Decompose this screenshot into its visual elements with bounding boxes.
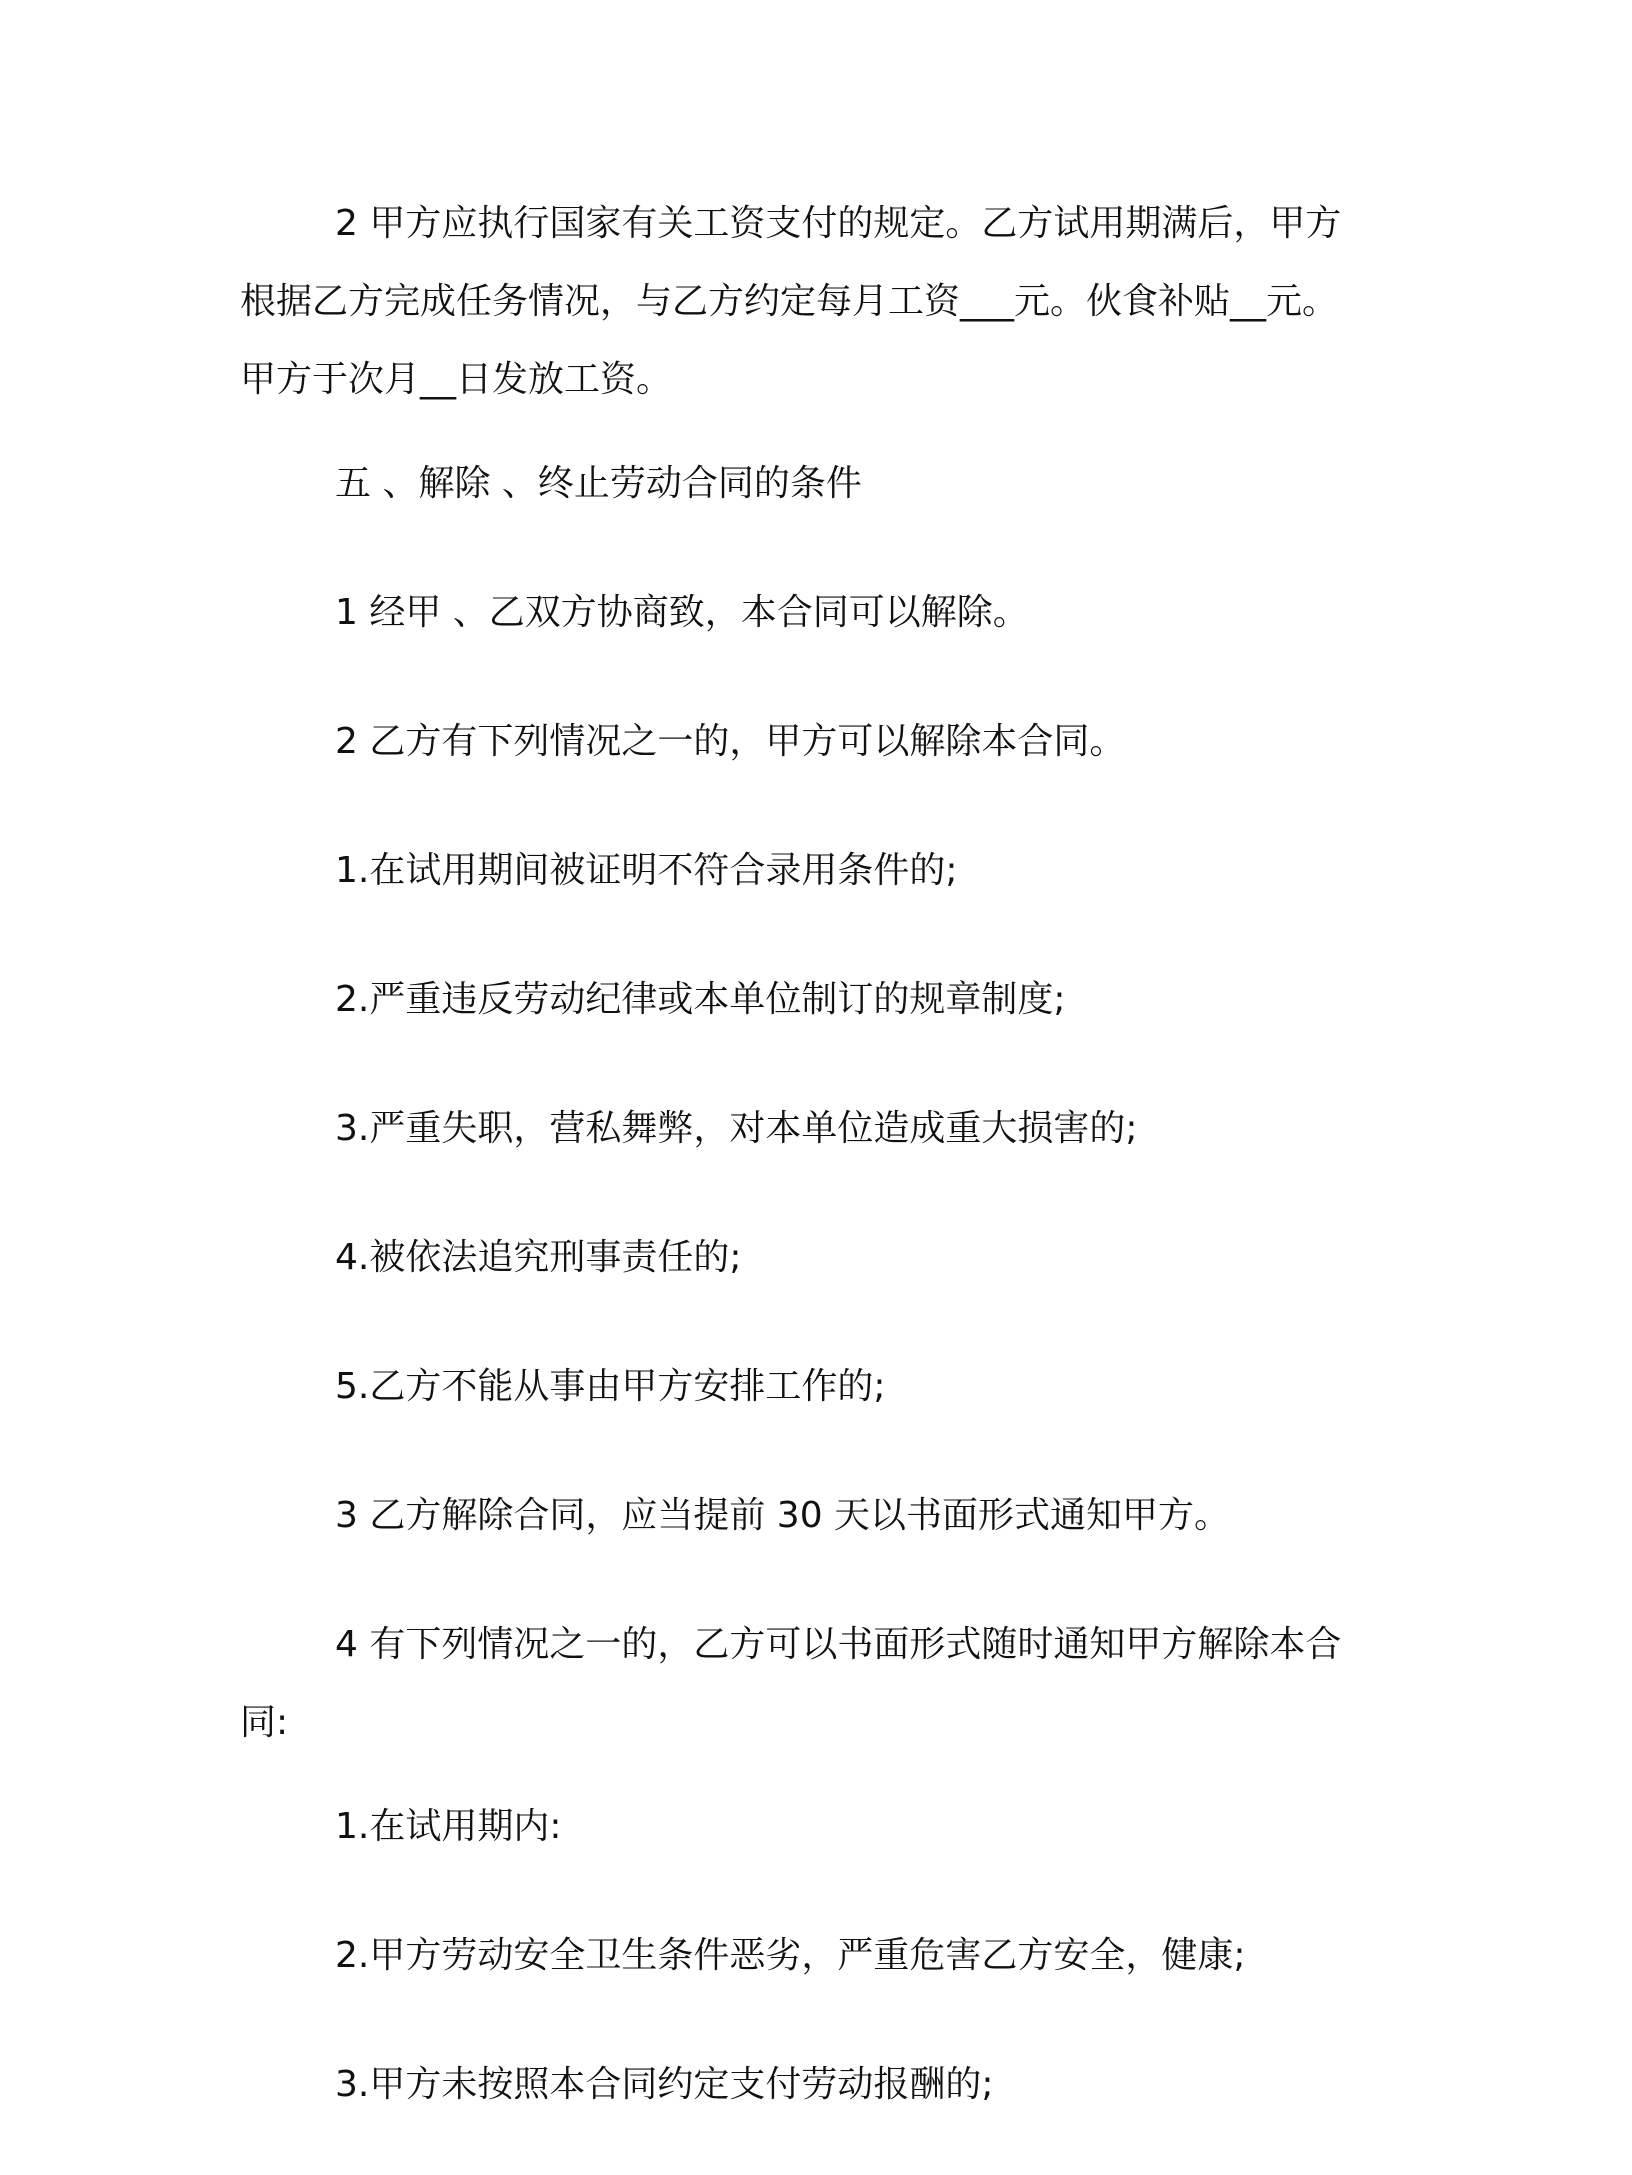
- paragraph-mutual-termination: 1 经甲 、乙双方协商致，本合同可以解除。: [335, 592, 1029, 633]
- paragraph-wage-payment: 2 甲方应执行国家有关工资支付的规定。乙方试用期满后，甲方根据乙方完成任务情况，与乙方约定每月工资___元。伙食补贴__元。甲方于次月__日发放工资。: [240, 203, 1342, 400]
- list-item-unsafe-conditions: 2.甲方劳动安全卫生条件恶劣，严重危害乙方安全，健康;: [335, 1935, 1246, 1976]
- list-item-criminal-liability: 4.被依法追究刑事责任的;: [335, 1237, 742, 1278]
- section-heading-termination: 五 、解除 、终止劳动合同的条件: [335, 463, 862, 504]
- paragraph-notice-period: 3 乙方解除合同，应当提前 30 天以书面形式通知甲方。: [335, 1495, 1231, 1536]
- paragraph-employee-termination: 4 有下列情况之一的，乙方可以书面形式随时通知甲方解除本合同:: [240, 1624, 1342, 1743]
- list-item-cannot-work: 5.乙方不能从事由甲方安排工作的;: [335, 1366, 886, 1407]
- document-body: [240, 185, 1360, 2175]
- paragraph-employer-termination: 2 乙方有下列情况之一的，甲方可以解除本合同。: [335, 721, 1126, 762]
- list-item-during-probation: 1.在试用期内:: [335, 1806, 562, 1847]
- list-item-misconduct: 3.严重失职，营私舞弊，对本单位造成重大损害的;: [335, 1108, 1138, 1149]
- list-item-discipline-violation: 2.严重违反劳动纪律或本单位制订的规章制度;: [335, 979, 1066, 1020]
- list-item-unpaid-wages: 3.甲方未按照本合同约定支付劳动报酬的;: [335, 2064, 994, 2105]
- list-item-probation-unqualified: 1.在试用期间被证明不符合录用条件的;: [335, 850, 958, 891]
